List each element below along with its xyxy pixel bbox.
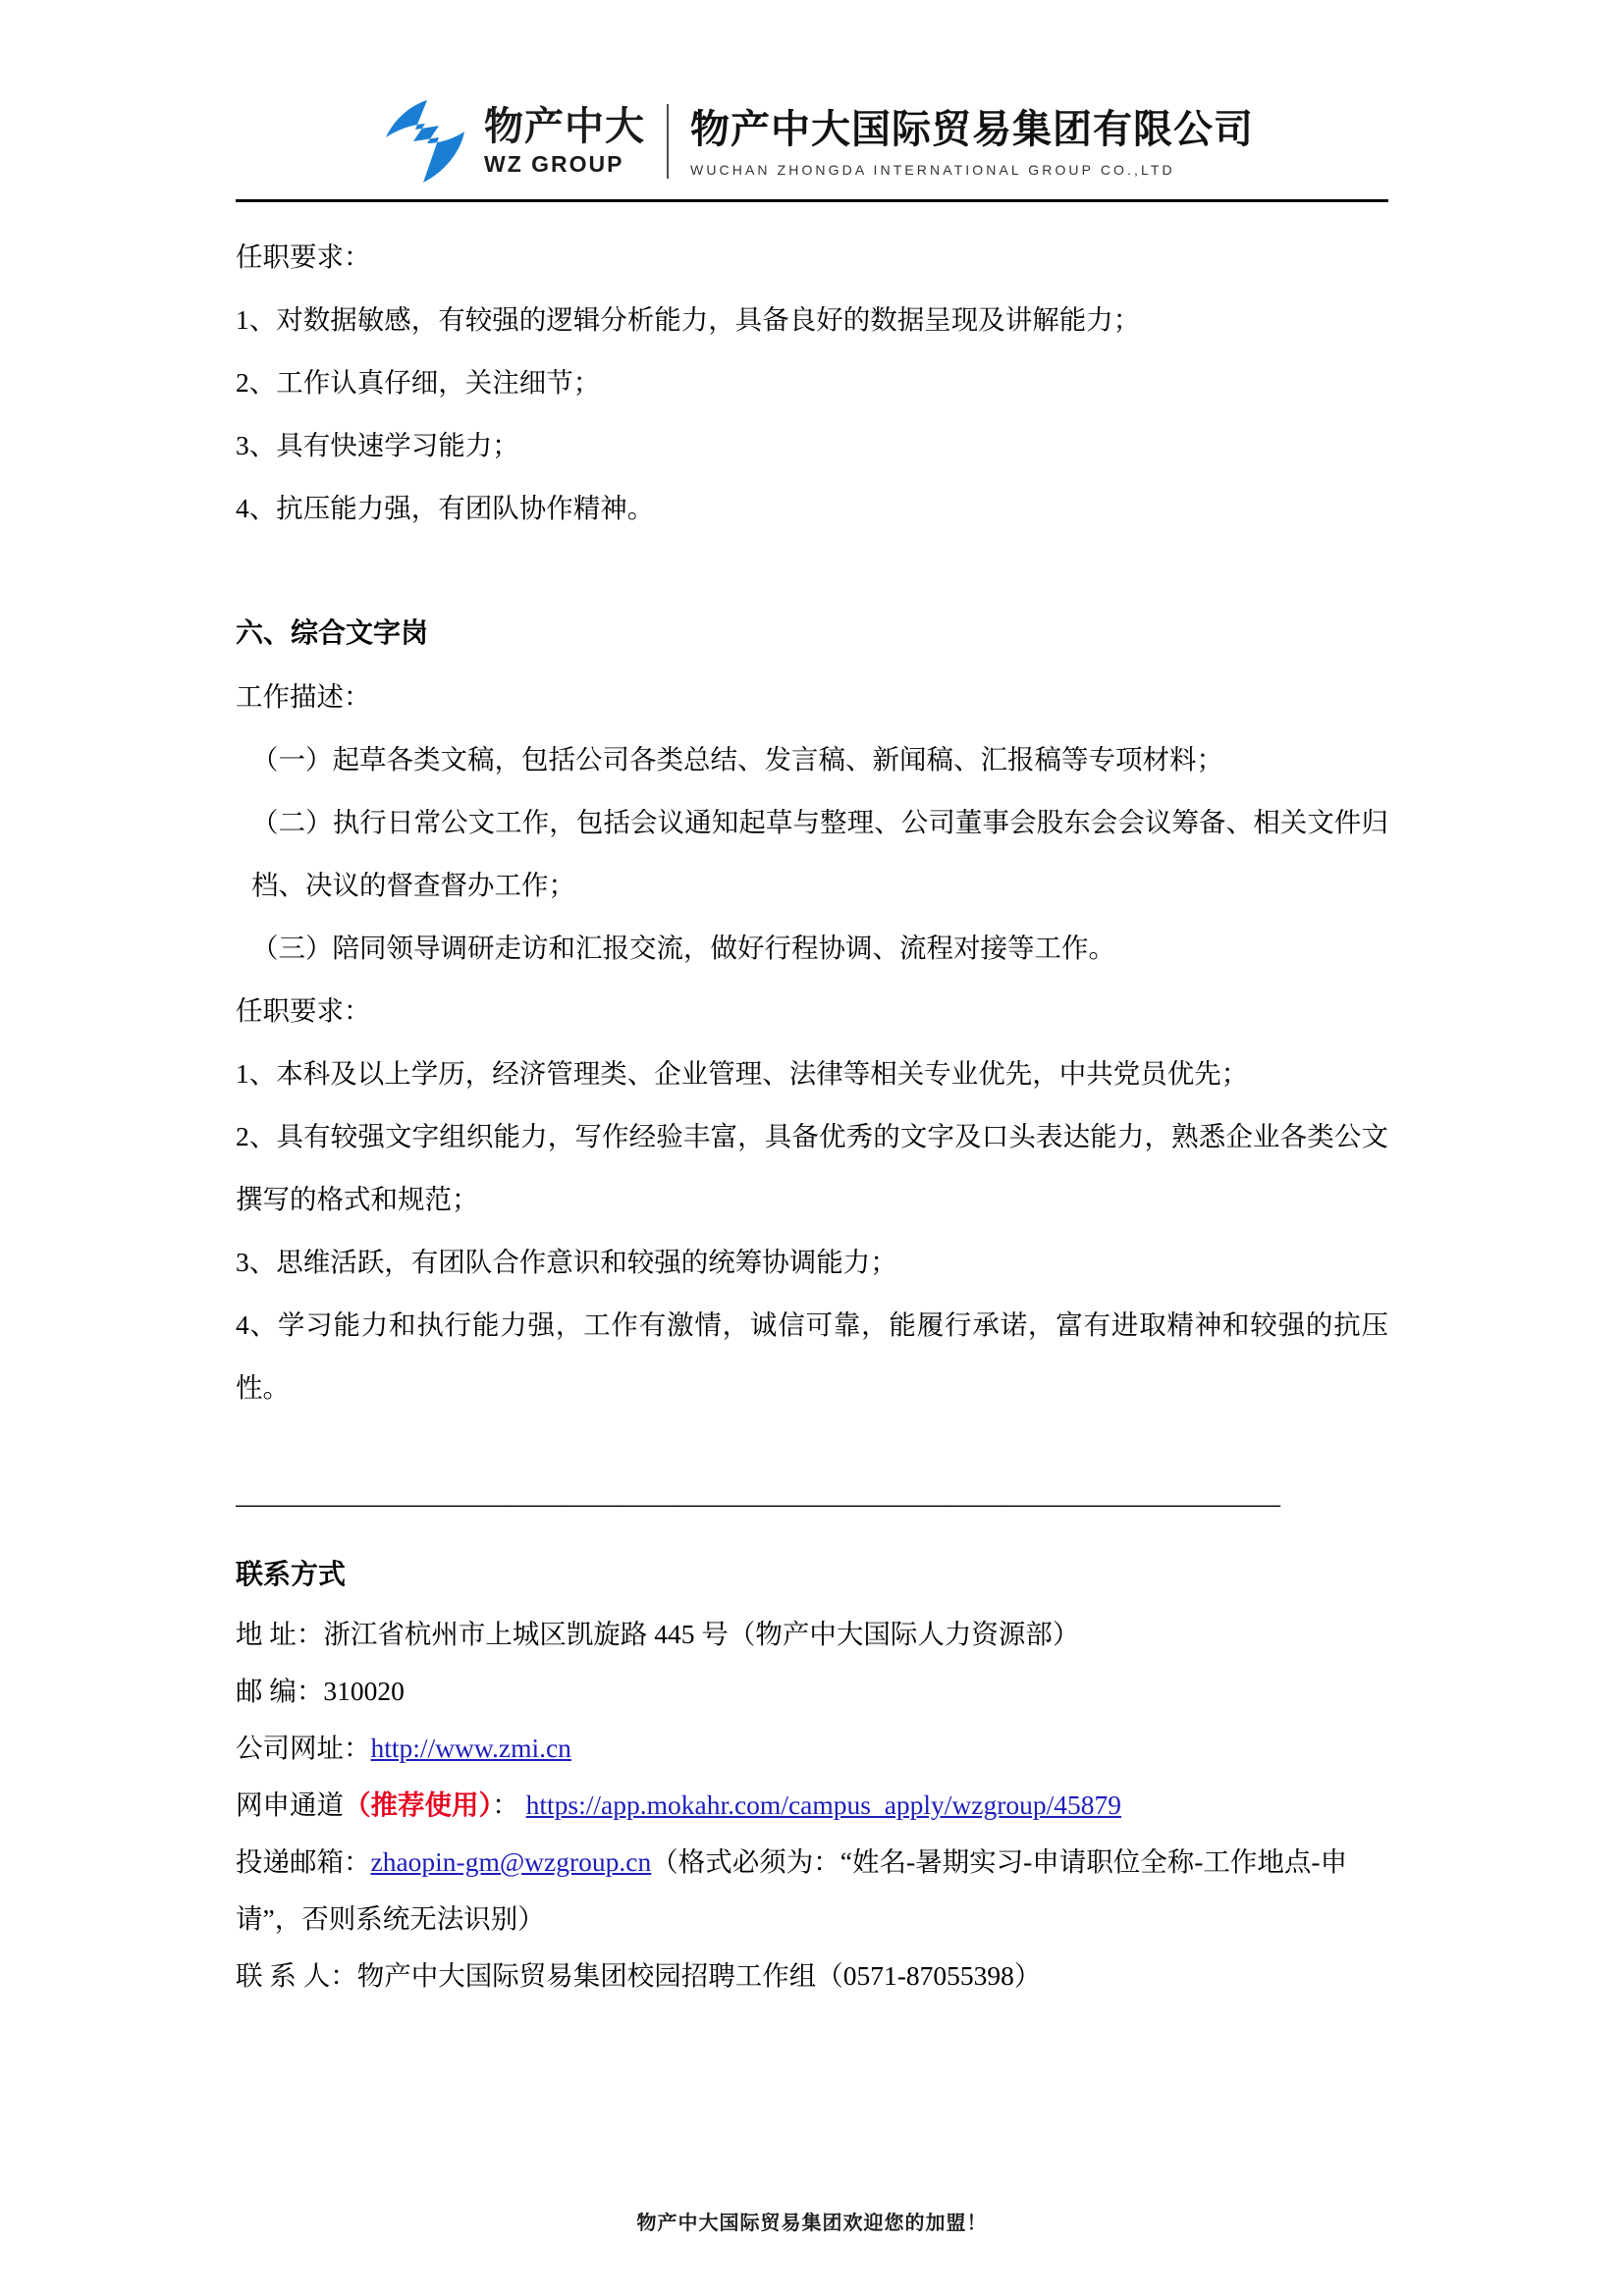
prev-requirements-title: 任职要求： xyxy=(236,241,371,272)
contact-apply-line xyxy=(236,1777,1388,1834)
horizontal-divider: —————————————————————————————————————— xyxy=(236,1489,1280,1520)
section-six-job-desc-item-3: （三）陪同领导调研走访和汇报交流，做好行程协调、流程对接等工作。 xyxy=(251,933,1115,963)
letterhead xyxy=(236,0,1388,188)
contact-website-label: 公司网址： xyxy=(236,1733,371,1763)
company-website-link[interactable]: http://www.zmi.cn xyxy=(370,1733,571,1763)
contact-person-value: 物产中大国际贸易集团校园招聘工作组（0571-87055398） xyxy=(356,1960,1042,1991)
company-name-english: WUCHAN ZHONGDA INTERNATIONAL GROUP CO.,LTD xyxy=(690,161,1175,178)
prev-requirement-item-2: 2、工作认真仔细，关注细节； xyxy=(236,367,601,398)
contact-address-value: 浙江省杭州市上城区凯旋路 445 号（物产中大国际人力资源部） xyxy=(323,1619,1080,1649)
section-six-requirement-item-2: 2、具有较强文字组织能力，写作经验丰富，具备优秀的文字及口头表达能力，熟悉企业各类公文撰写的格式和规范； xyxy=(236,1121,1388,1214)
section-gap-2 xyxy=(236,1419,1388,1482)
contact-email-label: 投递邮箱： xyxy=(236,1846,371,1877)
document-body xyxy=(236,202,1388,2004)
section-six-job-desc-item-2: （二）执行日常公文工作，包括会议通知起草与整理、公司董事会股东会会议筹备、相关文件归档、决议的督查督办工作； xyxy=(251,807,1388,900)
prev-requirement-item-4: 4、抗压能力强，有团队协作精神。 xyxy=(236,493,655,523)
company-name-chinese: 物产中大国际贸易集团有限公司 xyxy=(690,107,1254,151)
wz-group-logo-icon xyxy=(370,94,480,188)
document-footer: 物产中大国际贸易集团欢迎您的加盟！ xyxy=(636,2213,988,2234)
contact-address-label: 地 址： xyxy=(236,1619,324,1649)
section-six-requirements-title: 任职要求： xyxy=(236,995,371,1026)
apply-colon: ： xyxy=(492,1789,519,1820)
section-six-requirement-item-3: 3、思维活跃，有团队合作意识和较强的统筹协调能力； xyxy=(236,1247,897,1277)
contact-zip-value: 310020 xyxy=(323,1676,405,1706)
contact-website-line xyxy=(236,1720,1388,1777)
contact-email-note: （格式必须为：“姓名-暑期实习-申请职位全称-工作地点-申请”，否则系统无法识别） xyxy=(236,1846,1348,1934)
logo-text-block xyxy=(484,104,645,179)
contact-person-line xyxy=(236,1948,1388,2004)
prev-requirement-item-1: 1、对数据敏感，有较强的逻辑分析能力，具备良好的数据呈现及讲解能力； xyxy=(236,304,1141,335)
contact-address-line xyxy=(236,1606,1388,1663)
company-name-block xyxy=(690,106,1254,178)
section-six-requirement-item-4: 4、学习能力和执行能力强，工作有激情，诚信可靠，能履行承诺，富有进取精神和较强的抗压性。 xyxy=(236,1309,1388,1403)
logo-english-name: WZ GROUP xyxy=(484,151,624,178)
apply-channel-label: 网申通道 xyxy=(236,1789,344,1820)
apply-recommended-note: （推荐使用） xyxy=(344,1789,493,1820)
company-logo xyxy=(370,94,645,188)
logo-chinese-name: 物产中大 xyxy=(484,105,645,149)
section-six-job-desc-item-1: （一）起草各类文稿，包括公司各类总结、发言稿、新闻稿、汇报稿等专项材料； xyxy=(251,744,1223,774)
logo-divider xyxy=(667,104,669,179)
contact-zip-line xyxy=(236,1663,1388,1720)
contact-section-title: 联系方式 xyxy=(236,1560,347,1590)
contact-person-label: 联 系 人： xyxy=(236,1960,357,1991)
section-six-job-desc-title: 工作描述： xyxy=(236,681,371,712)
contact-email-line xyxy=(236,1834,1388,1948)
apply-url-link[interactable]: https://app.mokahr.com/campus_apply/wzgroup/45879 xyxy=(525,1789,1122,1820)
section-six-heading: 六、综合文字岗 xyxy=(236,618,429,649)
prev-requirement-item-3: 3、具有快速学习能力； xyxy=(236,430,519,460)
divider-gap xyxy=(236,1527,1388,1545)
contact-email-link[interactable]: zhaopin-gm@wzgroup.cn xyxy=(370,1846,652,1877)
section-gap xyxy=(236,540,1388,603)
contact-zip-label: 邮 编： xyxy=(236,1676,324,1706)
section-six-requirement-item-1: 1、本科及以上学历，经济管理类、企业管理、法律等相关专业优先，中共党员优先； xyxy=(236,1058,1249,1089)
